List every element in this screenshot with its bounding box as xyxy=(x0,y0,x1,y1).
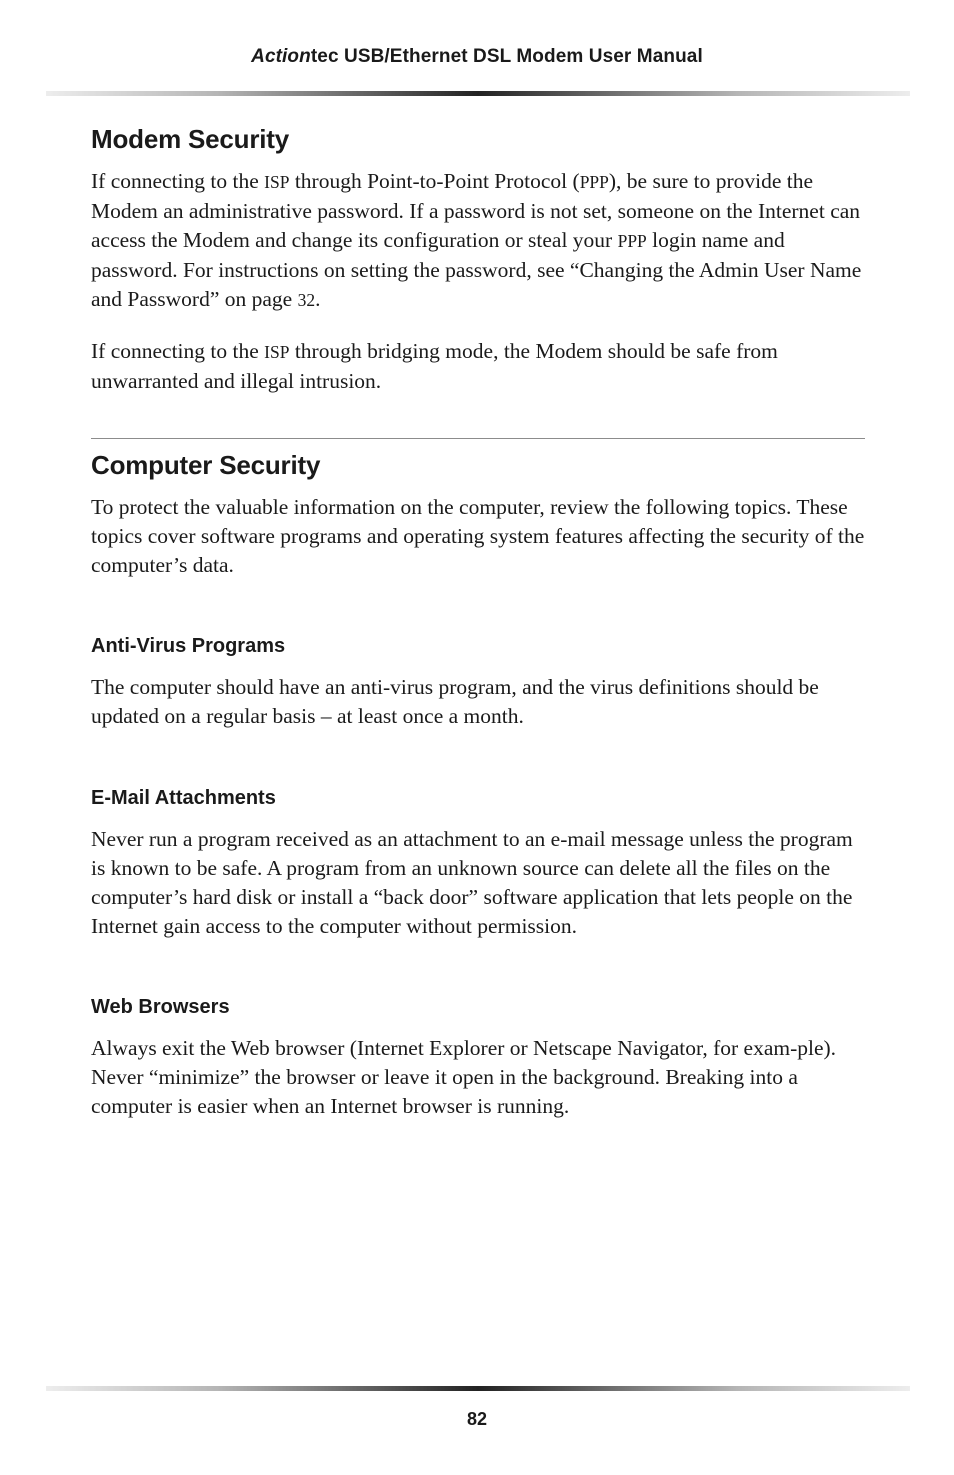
text-run: through Point-to-Point Protocol ( xyxy=(289,169,580,194)
footer-rule xyxy=(46,1386,910,1391)
section-divider xyxy=(91,438,865,439)
page-number: 82 xyxy=(466,1409,488,1429)
computer-security-heading: Computer Security xyxy=(91,450,321,481)
modem-security-paragraph-2 xyxy=(91,337,866,396)
header-title-text: tec USB/Ethernet DSL Modem User Manual xyxy=(310,46,703,67)
email-attachments-heading: E-Mail Attachments xyxy=(91,787,276,810)
isp-abbr: ISP xyxy=(264,172,290,193)
header-brand-italic: Action xyxy=(251,46,311,67)
email-attachments-paragraph: Never run a program received as an attachment to an e-mail message unless the program is known to be safe. A program from an unknown source can delete all the files on the computer’s hard disk or install a “back door” software application that lets people on the Internet gain access to the computer without permission. xyxy=(91,827,853,939)
antivirus-paragraph: The computer should have an anti-virus program, and the virus definitions should be updated on a regular basis – at least once a month. xyxy=(91,675,819,729)
isp-abbr: ISP xyxy=(264,342,290,363)
text-run: login name and password. For instructions on setting the password, see “Changing the Admin User Name and Password” on page xyxy=(91,228,862,312)
running-header xyxy=(0,46,954,68)
text-run: If connecting to the xyxy=(91,169,265,194)
text-run: through bridging mode, the Modem should be safe from unwarranted and illegal intrusion. xyxy=(91,339,778,394)
modem-security-paragraph-1 xyxy=(91,167,866,315)
text-run: ), be sure to provide the Modem an administrative password. If a password is not set, someone on the Internet can access the Modem and change its configuration or steal your xyxy=(91,169,861,253)
text-run: If connecting to the xyxy=(91,339,265,364)
computer-security-intro: To protect the valuable information on the computer, review the following topics. These topics cover software programs and operating system features affecting the security of the computer’s data. xyxy=(91,495,865,578)
page-content xyxy=(91,124,866,1121)
web-browsers-paragraph: Always exit the Web browser (Internet Explorer or Netscape Navigator, for exam-ple). Never “minimize” the browser or leave it open in the background. Breaking into a computer is easier when an Internet browser is running. xyxy=(91,1036,837,1119)
header-rule xyxy=(46,91,910,96)
ppp-abbr: PPP xyxy=(579,172,609,193)
antivirus-heading: Anti-Virus Programs xyxy=(91,635,286,658)
modem-security-heading: Modem Security xyxy=(91,124,290,154)
web-browsers-heading: Web Browsers xyxy=(91,996,230,1019)
ppp-abbr: PPP xyxy=(617,231,647,252)
page-reference: 32 xyxy=(297,290,316,311)
text-run: . xyxy=(315,287,321,312)
